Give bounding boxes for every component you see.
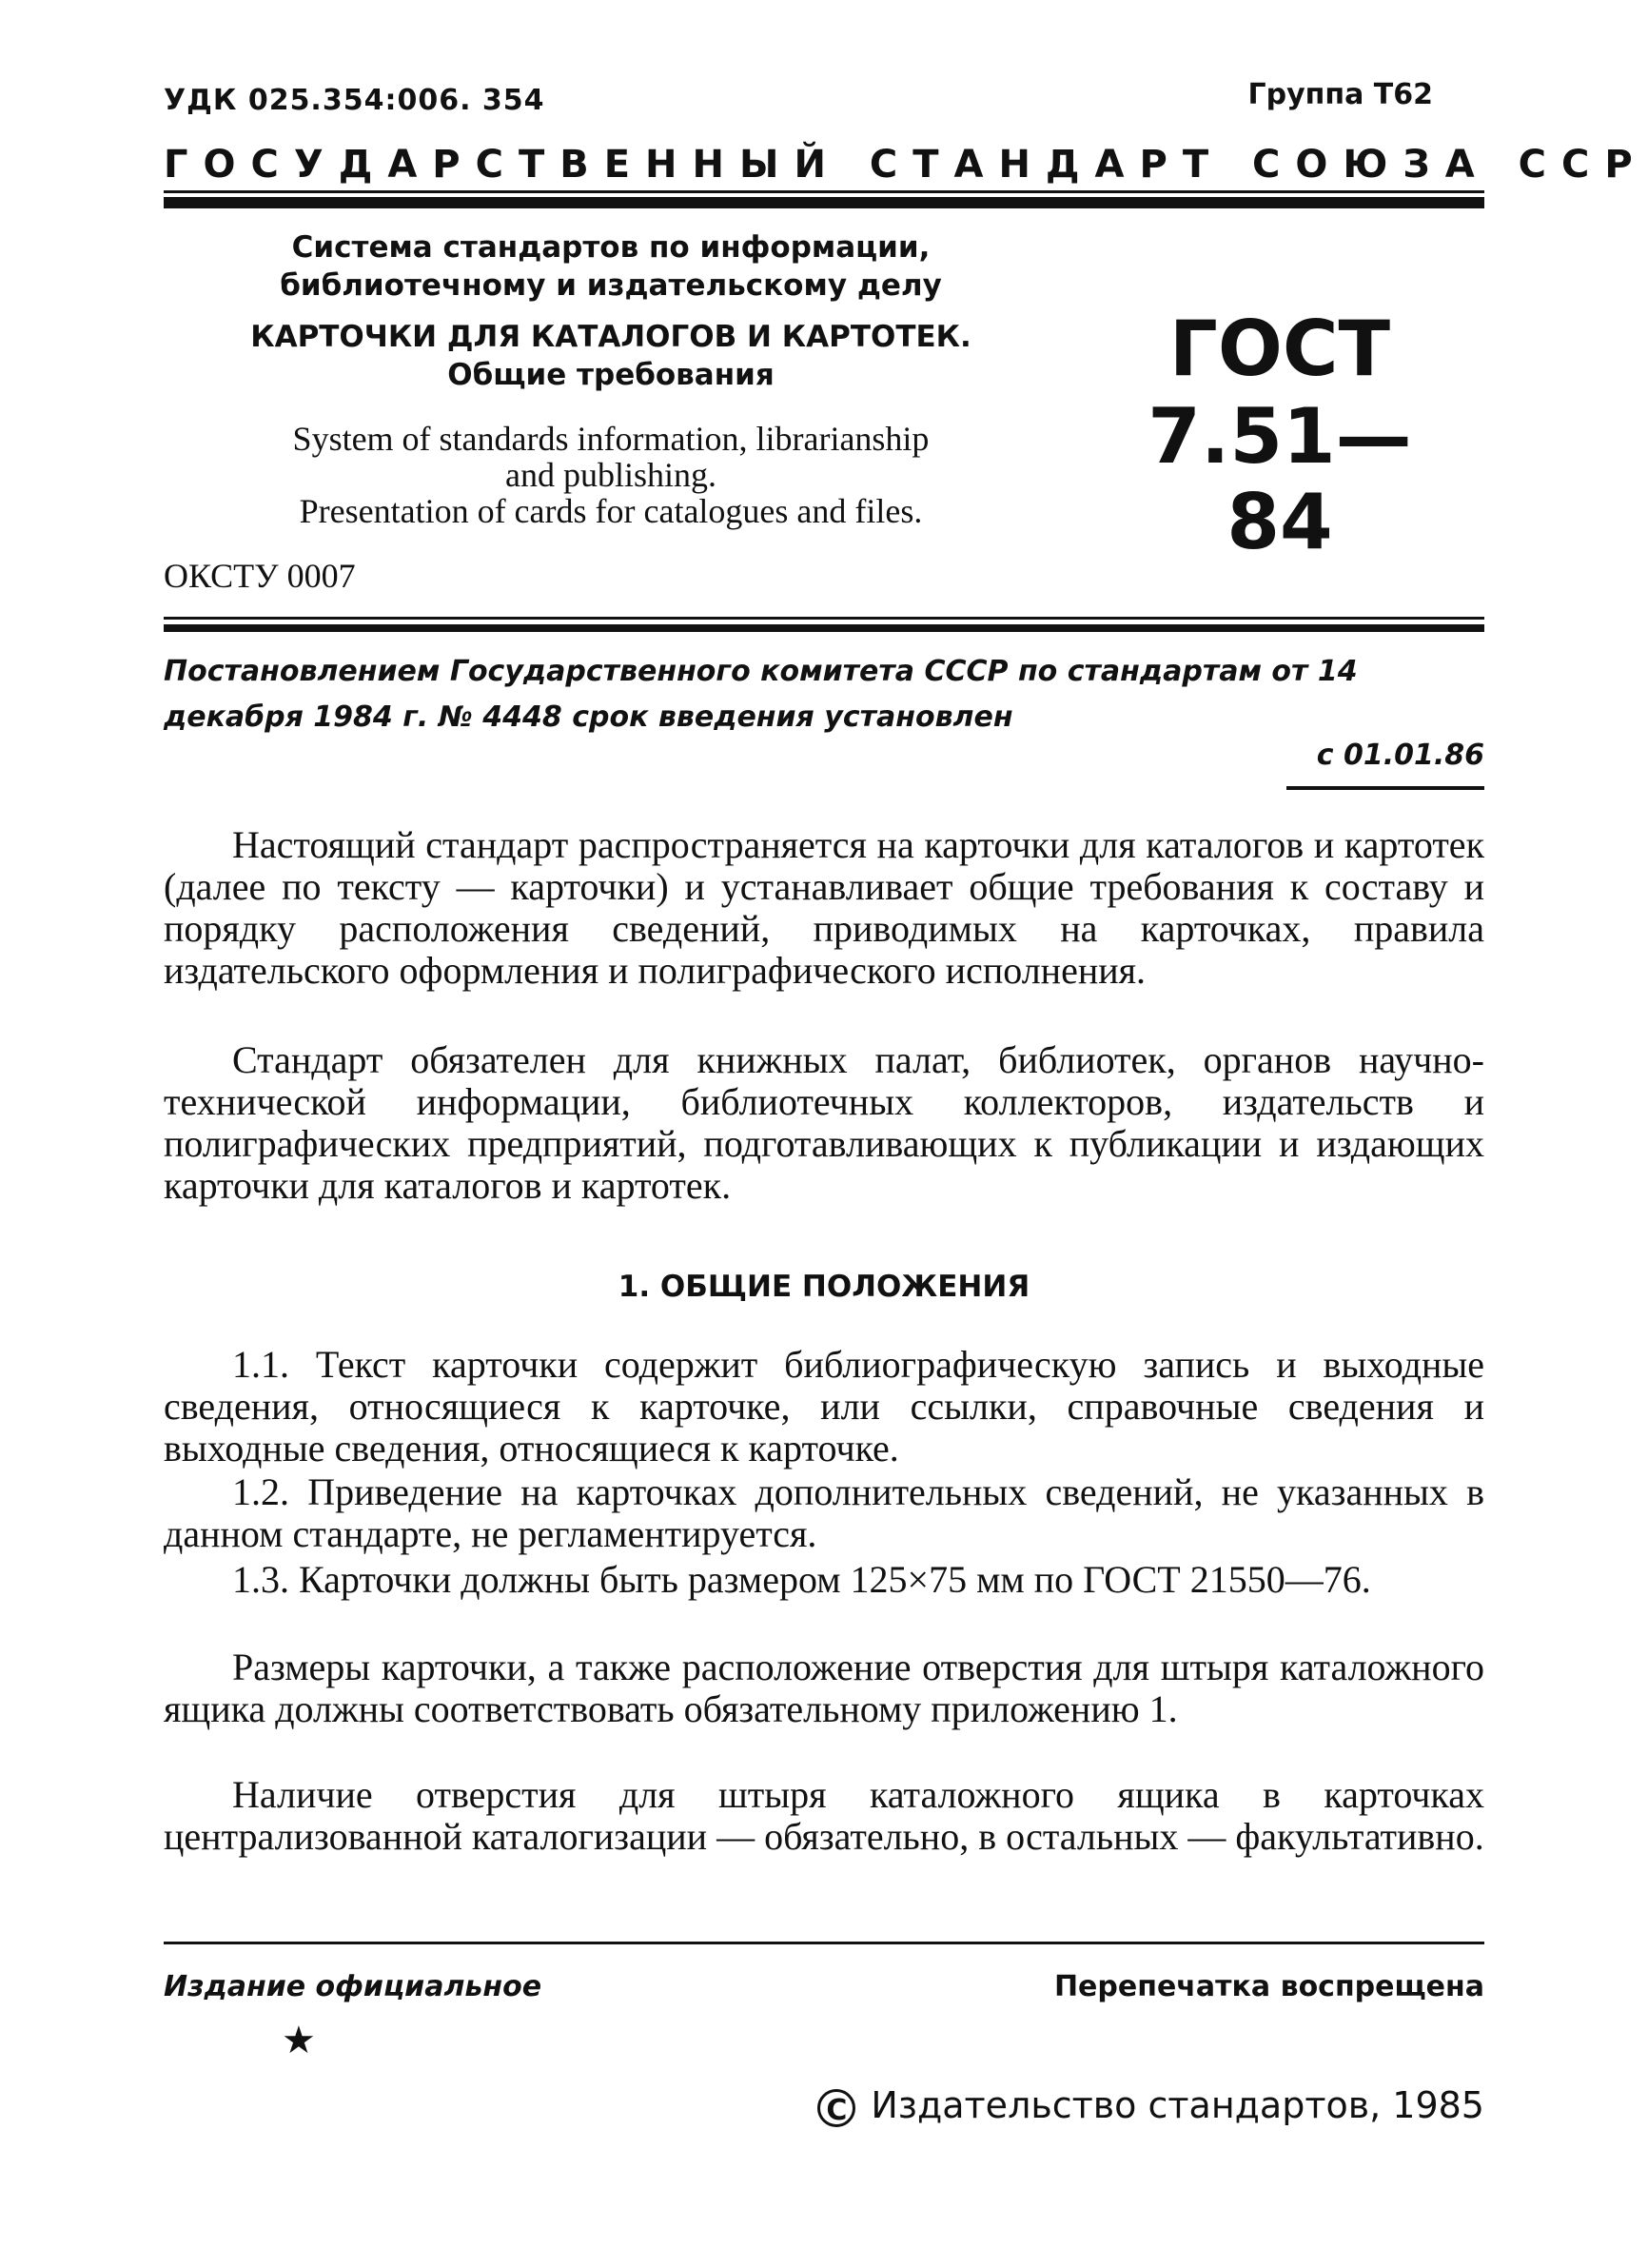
copyright-line bbox=[799, 2084, 1484, 2127]
clause-1-3-sizes: Размеры карточки, а также расположение отверстия для штыря каталожного ящика должны соответствовать обязательному приложению 1. bbox=[164, 1646, 1484, 1730]
clause-1-2: 1.2. Приведение на карточках дополнительных сведений, не указанных в данном стандарте, не регламентируется. bbox=[164, 1470, 1484, 1555]
clause-1-1: 1.1. Текст карточки содержит библиографическую запись и выходные сведения, относящиеся к карточке, или ссылки, справочные сведения и выходные сведения, относящиеся к карточке. bbox=[164, 1343, 1484, 1469]
gost-number: 7.51—84 bbox=[1148, 392, 1412, 566]
oksty-code: ОКСТУ 0007 bbox=[164, 557, 356, 595]
english-title-line3: Presentation of cards for catalogues and files. bbox=[299, 492, 923, 530]
cards-subtitle: Общие требования bbox=[447, 358, 775, 392]
reprint-prohibited-label: Перепечатка воспрещена bbox=[1053, 1970, 1484, 2003]
english-title-block bbox=[164, 421, 1058, 529]
section-heading: 1. ОБЩИЕ ПОЛОЖЕНИЯ bbox=[618, 1270, 1030, 1304]
intro-paragraph-1: Настоящий стандарт распространяется на карточки для каталогов и картотек (далее по тексту — карточки) и устанавливает общие требования к составу и порядку расположения сведений, приводимых на карточках, правила издательского оформления и полиграфического исполнения. bbox=[164, 823, 1484, 992]
english-title-line1: System of standards information, librarianship bbox=[292, 420, 930, 458]
title-rule-thin bbox=[164, 617, 1484, 620]
official-edition-label: Издание официальное bbox=[164, 1970, 542, 2003]
system-title: Система стандартов по информации, библиотечному и издательскому делу bbox=[280, 230, 942, 303]
publisher-name: Издательство стандартов, 1985 bbox=[871, 2084, 1484, 2126]
state-standard-heading: ГОСУДАРСТВЕННЫЙ СТАНДАРТ СОЮЗА ССР bbox=[164, 143, 1648, 187]
effective-date: с 01.01.86 bbox=[1316, 739, 1484, 772]
gost-label: ГОСТ bbox=[1168, 305, 1391, 393]
header-rule-thick bbox=[164, 197, 1484, 208]
star-icon: ★ bbox=[282, 2019, 316, 2062]
effective-date-rule bbox=[1286, 786, 1484, 790]
copyright-icon: С bbox=[817, 2089, 855, 2127]
clause-1-3-hole: Наличие отверстия для штыря каталожного ящика в карточках централизованной каталогизации — обязательно, в остальных — факультативно. bbox=[164, 1773, 1484, 1858]
english-title-line2: and publishing. bbox=[505, 456, 716, 494]
header-rule-thin bbox=[164, 190, 1484, 193]
cards-title: КАРТОЧКИ ДЛЯ КАТАЛОГОВ И КАРТОТЕК. bbox=[250, 320, 971, 354]
clause-1-3: 1.3. Карточки должны быть размером 125×75 мм по ГОСТ 21550—76. bbox=[232, 1558, 1371, 1601]
udk-code: УДК 025.354:006. 354 bbox=[164, 84, 545, 117]
title-rule-thick bbox=[164, 624, 1484, 632]
cards-title-block bbox=[164, 318, 1058, 394]
group-code: Группа Т62 bbox=[1247, 78, 1433, 111]
decree-text: Постановлением Государственного комитета СССР по стандартам от 14 декабря 1984 г. № 4448 срок введения установлен bbox=[164, 655, 1358, 734]
intro-paragraph-2: Стандарт обязателен для книжных палат, библиотек, органов научно-технической информации, библиотечных коллекторов, издательств и полиграфических предприятий, подготавливающих к публикации и издающих карточки для каталогов и картотек. bbox=[164, 1038, 1484, 1207]
footer-rule bbox=[164, 1942, 1484, 1944]
